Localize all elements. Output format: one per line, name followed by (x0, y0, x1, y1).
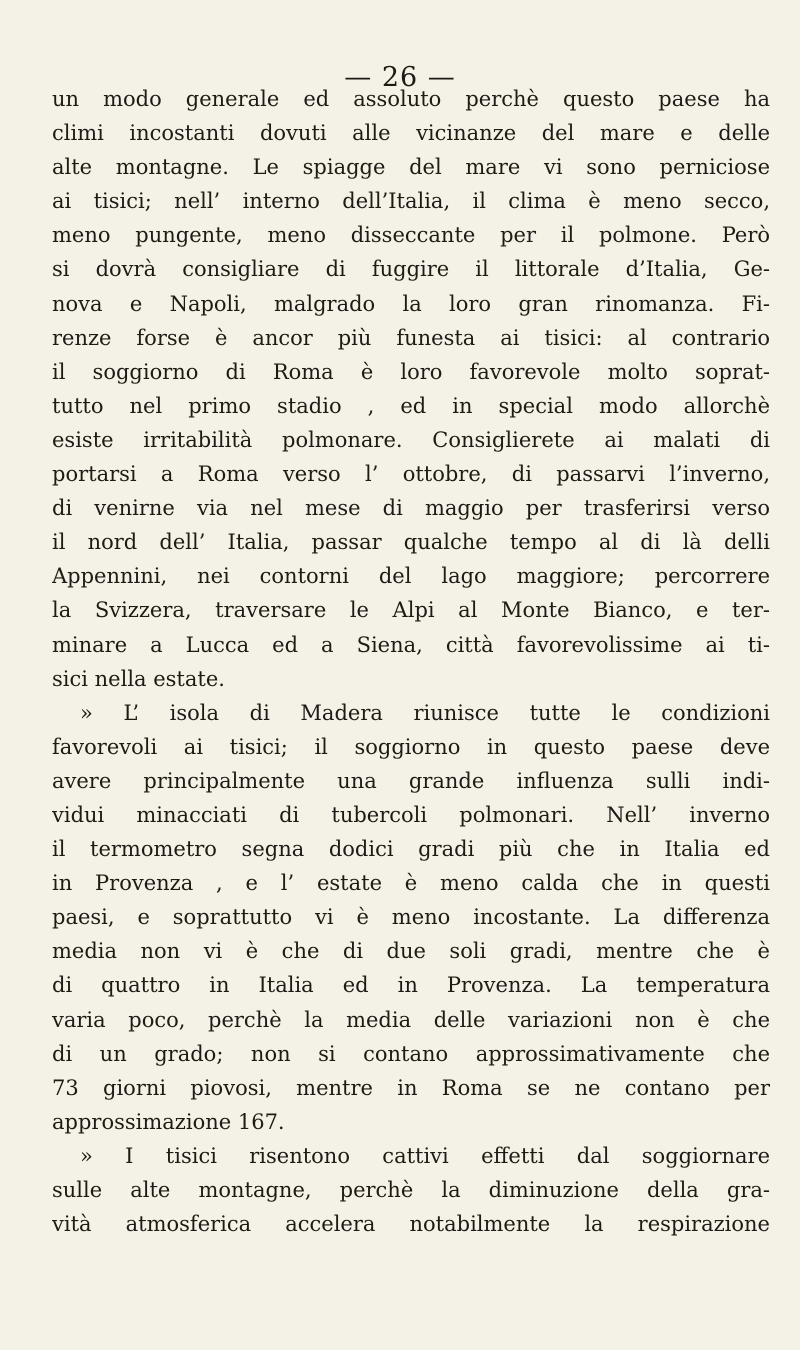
text-line: la Svizzera, traversare le Alpi al Monte Bianco, e ter- (52, 598, 770, 623)
text-line: nova e Napoli, malgrado la loro gran rinomanza. Fi- (52, 291, 770, 316)
text-line: il termometro segna dodici gradi più che in Italia ed (52, 837, 770, 862)
text-line: un modo generale ed assoluto perchè questo paese ha (52, 87, 770, 111)
text-line: alte montagne. Le spiagge del mare vi sono perniciose (52, 155, 770, 180)
text-line: media non vi è che di due soli gradi, mentre che è (52, 939, 770, 964)
text-line: climi incostanti dovuti alle vicinanze del mare e delle (52, 121, 770, 146)
text-line: » I tisici risentono cattivi effetti dal soggiornare (80, 1143, 770, 1168)
text-line: tutto nel primo stadio , ed in special modo allorchè (52, 393, 770, 418)
text-line: di quattro in Italia ed in Provenza. La temperatura (52, 973, 770, 998)
text-line: » L’ isola di Madera riunisce tutte le condizioni (80, 700, 770, 725)
text-line: in Provenza , e l’ estate è meno calda che in questi (52, 871, 770, 896)
text-line: Appennini, nei contorni del lago maggiore; percorrere (52, 564, 770, 589)
text-line: di venirne via nel mese di maggio per trasferirsi verso (52, 496, 770, 521)
body-text (52, 82, 770, 1241)
text-line: vità atmosferica accelera notabilmente la respirazione (52, 1212, 770, 1237)
text-line: portarsi a Roma verso l’ ottobre, di passarvi l’inverno, (52, 462, 770, 487)
text-line: minare a Lucca ed a Siena, città favorevolissime ai ti- (52, 632, 770, 657)
text-line: di un grado; non si contano approssimativamente che (52, 1041, 770, 1066)
text-line: avere principalmente una grande influenza sulli indi- (52, 768, 770, 793)
text-line: esiste irritabilità polmonare. Consiglierete ai malati di (52, 427, 770, 452)
text-line: si dovrà consigliare di fuggire il littorale d’Italia, Ge- (52, 257, 770, 282)
text-line: approssimazione 167. (52, 1109, 285, 1134)
page-number: — 26 — (344, 62, 456, 93)
text-line: sici nella estate. (52, 666, 225, 691)
text-line: favorevoli ai tisici; il soggiorno in questo paese deve (52, 734, 770, 759)
text-line: paesi, e soprattutto vi è meno incostante. La differenza (52, 905, 770, 930)
text-line: vidui minacciati di tubercoli polmonari. Nell’ inverno (52, 802, 770, 827)
text-line: 73 giorni piovosi, mentre in Roma se ne contano per (52, 1075, 770, 1100)
text-line: varia poco, perchè la media delle variazioni non è che (52, 1007, 770, 1032)
text-line: renze forse è ancor più funesta ai tisici: al contrario (52, 325, 770, 350)
text-line: ai tisici; nell’ interno dell’Italia, il clima è meno secco, (52, 189, 770, 214)
text-line: il nord dell’ Italia, passar qualche tempo al di là delli (52, 530, 770, 555)
text-line: il soggiorno di Roma è loro favorevole molto soprat- (52, 359, 770, 384)
text-line: sulle alte montagne, perchè la diminuzione della gra- (52, 1178, 770, 1202)
text-line: meno pungente, meno disseccante per il polmone. Però (52, 223, 770, 248)
